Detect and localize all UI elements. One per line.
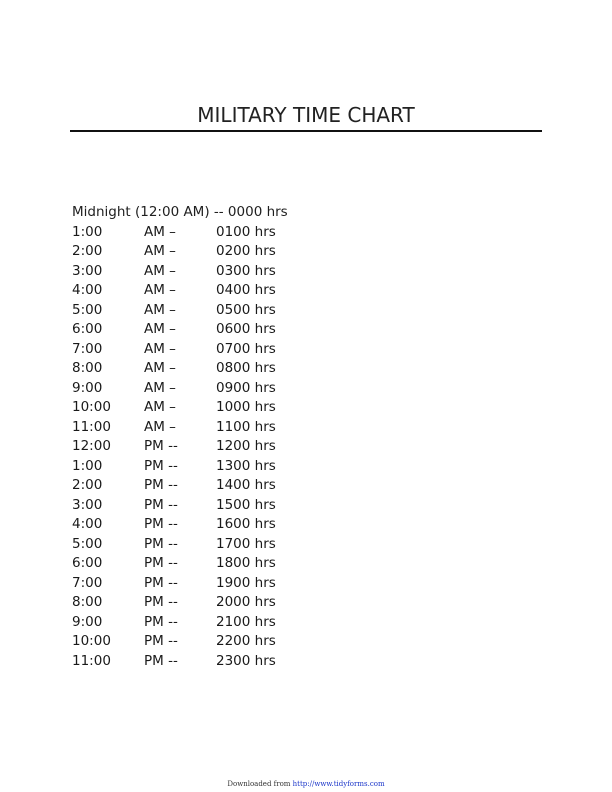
military-time: 0700 hrs	[216, 340, 276, 357]
am-pm-label: PM --	[144, 613, 178, 630]
time-row	[72, 437, 372, 457]
time-row	[72, 359, 372, 379]
standard-time: 11:00	[72, 652, 111, 669]
military-time: 1800 hrs	[216, 555, 276, 571]
time-row	[72, 262, 372, 282]
footer	[0, 780, 612, 788]
time-row	[72, 496, 372, 516]
am-pm-label: PM --	[144, 477, 178, 493]
standard-time: 7:00	[72, 340, 103, 357]
am-pm-label: AM –	[144, 418, 176, 435]
military-time: 1600 hrs	[216, 516, 276, 532]
am-pm-label: AM –	[144, 340, 176, 357]
time-row	[72, 632, 372, 652]
time-row	[72, 515, 372, 535]
am-pm-label: AM –	[144, 223, 176, 240]
time-row	[72, 593, 372, 613]
standard-time: 4:00	[72, 516, 103, 532]
standard-time: 12:00	[72, 438, 111, 454]
time-row	[72, 242, 372, 262]
military-time: 2300 hrs	[216, 652, 276, 669]
time-row	[72, 223, 372, 243]
time-row	[72, 457, 372, 477]
standard-time: 7:00	[72, 574, 103, 591]
standard-time: 6:00	[72, 321, 103, 337]
am-pm-label: PM --	[144, 535, 178, 552]
time-row	[72, 320, 372, 340]
am-pm-label: PM --	[144, 555, 178, 571]
military-time: 1300 hrs	[216, 457, 276, 474]
standard-time: 8:00	[72, 360, 103, 376]
military-time: 0200 hrs	[216, 243, 276, 259]
time-row	[72, 535, 372, 555]
am-pm-label: AM –	[144, 282, 176, 298]
military-time: 0500 hrs	[216, 301, 276, 318]
standard-time: 10:00	[72, 633, 111, 649]
military-time: 2200 hrs	[216, 633, 276, 649]
standard-time: 11:00	[72, 418, 111, 435]
time-row	[72, 340, 372, 360]
am-pm-label: AM –	[144, 301, 176, 318]
midnight-line: Midnight (12:00 AM) -- 0000 hrs	[72, 204, 288, 220]
time-row	[72, 476, 372, 496]
military-time: 2000 hrs	[216, 594, 276, 610]
military-time: 1200 hrs	[216, 438, 276, 454]
military-time: 1900 hrs	[216, 574, 276, 591]
am-pm-label: PM --	[144, 652, 178, 669]
time-rows	[72, 223, 372, 672]
page-title: MILITARY TIME CHART	[197, 103, 415, 127]
am-pm-label: PM --	[144, 496, 178, 513]
am-pm-label: AM –	[144, 360, 176, 376]
standard-time: 2:00	[72, 477, 103, 493]
am-pm-label: AM –	[144, 399, 176, 415]
time-row	[72, 652, 372, 672]
am-pm-label: PM --	[144, 633, 178, 649]
time-row	[72, 574, 372, 594]
standard-time: 9:00	[72, 379, 103, 396]
time-row	[72, 554, 372, 574]
am-pm-label: PM --	[144, 457, 178, 474]
am-pm-label: PM --	[144, 516, 178, 532]
standard-time: 6:00	[72, 555, 103, 571]
standard-time: 2:00	[72, 243, 103, 259]
time-row	[72, 281, 372, 301]
title-divider	[70, 130, 542, 132]
military-time: 0900 hrs	[216, 379, 276, 396]
footer-link[interactable]: http://www.tidyforms.com	[292, 780, 385, 788]
military-time: 0400 hrs	[216, 282, 276, 298]
time-row	[72, 398, 372, 418]
standard-time: 5:00	[72, 301, 103, 318]
military-time: 1400 hrs	[216, 477, 276, 493]
standard-time: 8:00	[72, 594, 103, 610]
military-time: 1000 hrs	[216, 399, 276, 415]
standard-time: 9:00	[72, 613, 103, 630]
time-row	[72, 613, 372, 633]
am-pm-label: AM –	[144, 243, 176, 259]
standard-time: 5:00	[72, 535, 103, 552]
am-pm-label: PM --	[144, 594, 178, 610]
am-pm-label: PM --	[144, 438, 178, 454]
military-time: 0100 hrs	[216, 223, 276, 240]
military-time-chart	[72, 203, 372, 671]
time-row	[72, 379, 372, 399]
military-time: 1100 hrs	[216, 418, 276, 435]
time-row	[72, 301, 372, 321]
standard-time: 3:00	[72, 496, 103, 513]
am-pm-label: PM --	[144, 574, 178, 591]
military-time: 0600 hrs	[216, 321, 276, 337]
standard-time: 1:00	[72, 457, 103, 474]
am-pm-label: AM –	[144, 379, 176, 396]
footer-prefix: Downloaded from	[227, 780, 293, 788]
am-pm-label: AM –	[144, 321, 176, 337]
am-pm-label: AM –	[144, 262, 176, 279]
standard-time: 3:00	[72, 262, 103, 279]
military-time: 0800 hrs	[216, 360, 276, 376]
standard-time: 1:00	[72, 223, 103, 240]
military-time: 1500 hrs	[216, 496, 276, 513]
standard-time: 10:00	[72, 399, 111, 415]
military-time: 2100 hrs	[216, 613, 276, 630]
military-time: 1700 hrs	[216, 535, 276, 552]
standard-time: 4:00	[72, 282, 103, 298]
time-row	[72, 418, 372, 438]
military-time: 0300 hrs	[216, 262, 276, 279]
